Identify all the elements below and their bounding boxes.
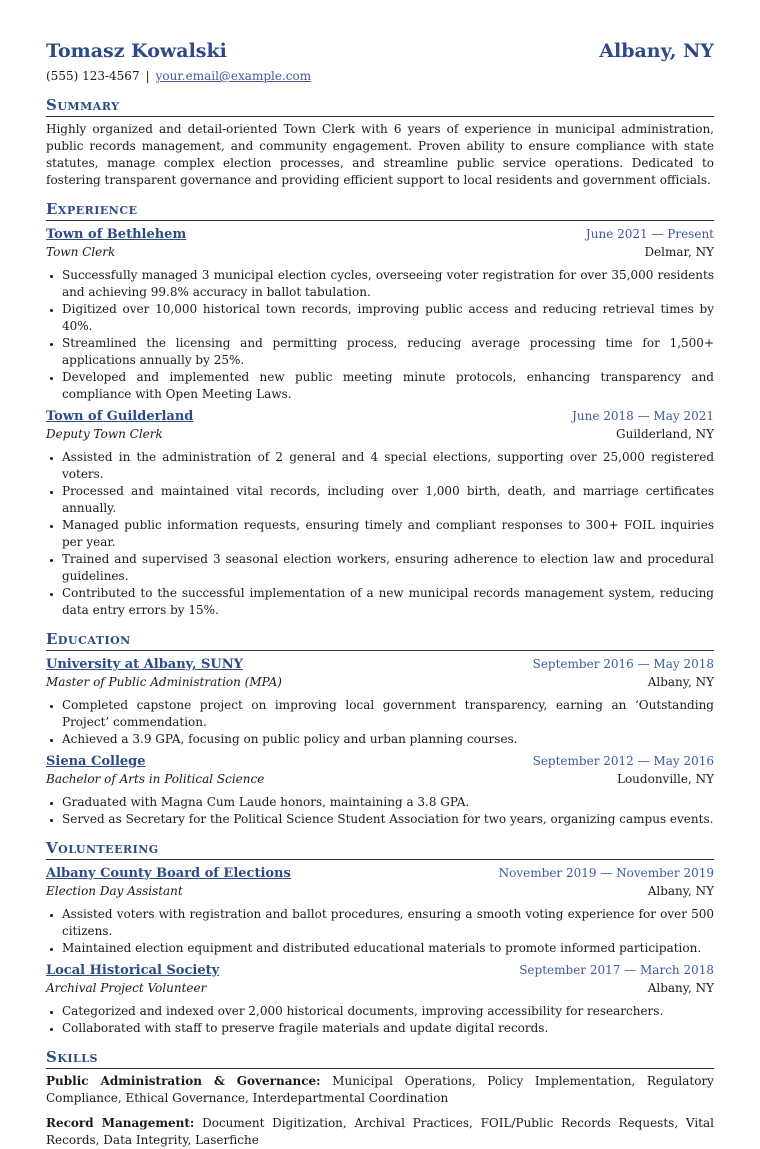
date-range: June 2021 — Present [585,227,714,241]
entry-location: Loudonville, NY [616,772,714,786]
role-title: Deputy Town Clerk [46,427,163,441]
entry-subheader-row [46,244,714,261]
skill-category: Public Administration & Governance: [46,1074,321,1088]
bullet-item: • Contributed to the successful implementation of a new municipal records management system, reducing data entry errors by 15%. [62,585,714,619]
bullet-item: • Graduated with Magna Cum Laude honors, maintaining a 3.8 GPA. [62,794,714,811]
section-title-experience: Experience [46,199,714,221]
section-title-volunteering: Volunteering [46,838,714,860]
entry-location: Albany, NY [647,884,714,898]
date-range: September 2016 — May 2018 [532,657,714,671]
entry-subheader-row [46,426,714,443]
volunteering-entry [46,961,714,1037]
bullet-list [46,267,714,403]
bullet-list [46,794,714,828]
bullet-item: • Trained and supervised 3 seasonal election workers, ensuring adherence to election law and procedural guidelines. [62,551,714,585]
bullet-item: • Served as Secretary for the Political Science Student Association for two years, organizing campus events. [62,811,714,828]
skill-line [46,1073,714,1107]
bullet-item: • Managed public information requests, ensuring timely and compliant responses to 300+ FOIL inquiries per year. [62,517,714,551]
candidate-location: Albany, NY [599,40,714,62]
organization-link[interactable]: Siena College [46,754,146,769]
section-title-skills: Skills [46,1047,714,1069]
summary-text: Highly organized and detail-oriented Town Clerk with 6 years of experience in municipal administration, public records management, and community engagement. Proven ability to ensure compliance with state statutes, manage complex election processes, and streamline public service operations. Dedicated to fostering transparent governance and providing efficient support to local residents and government officials. [46,122,714,187]
organization-link[interactable]: University at Albany, SUNY [46,657,243,672]
organization-link[interactable]: Local Historical Society [46,963,220,978]
skills-list [46,1073,714,1149]
section-title-education: Education [46,629,714,651]
experience-entry [46,407,714,619]
role-title: Bachelor of Arts in Political Science [46,772,265,786]
role-title: Archival Project Volunteer [46,981,207,995]
entry-location: Albany, NY [647,981,714,995]
entry-subheader-row [46,674,714,691]
bullet-item: • Achieved a 3.9 GPA, focusing on public policy and urban planning courses. [62,731,714,748]
entry-location: Albany, NY [647,675,714,689]
entry-header-row [46,655,714,674]
role-title: Town Clerk [46,245,116,259]
entry-location: Delmar, NY [644,245,714,259]
bullet-item: • Categorized and indexed over 2,000 historical documents, improving accessibility for researchers. [62,1003,714,1020]
resume-header [46,38,714,64]
bullet-item: • Processed and maintained vital records, including over 1,000 birth, death, and marriage certificates annually. [62,483,714,517]
date-range: September 2017 — March 2018 [519,963,714,977]
bullet-item: • Digitized over 10,000 historical town records, improving public access and reducing retrieval times by 40%. [62,301,714,335]
bullet-item: • Maintained election equipment and distributed educational materials to promote informed participation. [62,940,714,957]
date-range: June 2018 — May 2021 [572,409,714,423]
entry-location: Guilderland, NY [616,427,714,441]
entry-header-row [46,961,714,980]
bullet-item: • Streamlined the licensing and permitting process, reducing average processing time for 1,500+ applications annually by 25%. [62,335,714,369]
entry-header-row [46,225,714,244]
role-title: Master of Public Administration (MPA) [46,675,282,689]
volunteering-entry [46,864,714,957]
bullet-item: • Assisted in the administration of 2 general and 4 special elections, supporting over 25,000 registered voters. [62,449,714,483]
entry-subheader-row [46,980,714,997]
skill-items: Municipal Operations, Policy Implementation, Regulatory Compliance, Ethical Governance, Interdepartmental Coordination [46,1074,714,1105]
contact-line [46,68,714,85]
date-range: September 2012 — May 2016 [532,754,714,768]
experience-list [46,225,714,619]
organization-link[interactable]: Town of Bethlehem [46,227,187,242]
bullet-item: • Collaborated with staff to preserve fragile materials and update digital records. [62,1020,714,1037]
role-title: Election Day Assistant [46,884,183,898]
education-entry [46,655,714,748]
section-title-summary: Summary [46,95,714,117]
candidate-name: Tomasz Kowalski [46,40,227,62]
education-list [46,655,714,828]
bullet-list [46,697,714,748]
skill-line [46,1115,714,1149]
volunteering-list [46,864,714,1037]
email-link[interactable]: your.email@example.com [155,69,312,83]
bullet-item: • Developed and implemented new public meeting minute protocols, enhancing transparency and compliance with Open Meeting Laws. [62,369,714,403]
experience-entry [46,225,714,403]
education-entry [46,752,714,828]
entry-subheader-row [46,883,714,900]
bullet-list [46,906,714,957]
date-range: November 2019 — November 2019 [498,866,714,880]
phone-number: (555) 123-4567 [46,69,140,83]
bullet-item: • Completed capstone project on improving local government transparency, earning an ‘Outstanding Project’ commendation. [62,697,714,731]
organization-link[interactable]: Albany County Board of Elections [46,866,291,881]
organization-link[interactable]: Town of Guilderland [46,409,194,424]
skill-category: Record Management: [46,1116,195,1130]
entry-header-row [46,752,714,771]
skill-items: Document Digitization, Archival Practices, FOIL/Public Records Requests, Vital Records, Data Integrity, Laserfiche [46,1116,714,1147]
bullet-item: • Successfully managed 3 municipal election cycles, overseeing voter registration for over 35,000 residents and achieving 99.8% accuracy in ballot tabulation. [62,267,714,301]
bullet-list [46,1003,714,1037]
entry-subheader-row [46,771,714,788]
entry-header-row [46,407,714,426]
bullet-list [46,449,714,619]
contact-separator: | [145,69,150,83]
entry-header-row [46,864,714,883]
bullet-item: • Assisted voters with registration and ballot procedures, ensuring a smooth voting experience for over 500 citizens. [62,906,714,940]
